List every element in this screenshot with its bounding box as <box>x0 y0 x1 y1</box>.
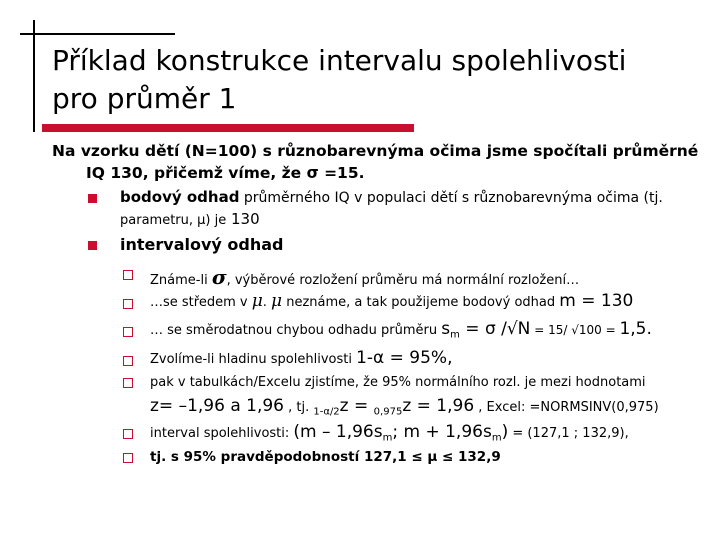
square-bullet-icon <box>88 241 97 250</box>
bullet-bold-label: bodový odhad <box>120 188 240 206</box>
page-title-continued: pro průměr 1 <box>52 82 237 115</box>
sub-item-standard-error <box>150 319 652 341</box>
sub-text: Zvolíme-li hladinu spolehlivosti <box>150 352 357 367</box>
formula-subscript: m <box>491 432 502 444</box>
interval-close: ) <box>501 422 509 442</box>
confidence-level-value: 1-α = 95%, <box>356 348 453 368</box>
sub-text: , tj. <box>284 400 314 415</box>
mu-symbol: μ <box>271 291 283 311</box>
bullet-value: 130 <box>226 210 260 228</box>
title-underline <box>42 124 414 132</box>
hollow-square-bullet-icon <box>123 378 133 388</box>
hollow-square-bullet-icon <box>123 299 133 309</box>
hollow-square-bullet-icon <box>123 270 133 280</box>
formula-subscript: m <box>450 329 460 341</box>
interval-upper: ; m + 1,96s <box>392 422 492 442</box>
sub-text: . <box>262 295 272 310</box>
interval-result: = (127,1 ; 132,9), <box>508 426 629 441</box>
formula-s: s <box>441 319 451 339</box>
excel-formula: , Excel: =NORMSINV(0,975) <box>474 400 659 415</box>
hollow-square-bullet-icon <box>123 429 133 439</box>
formula-se: = σ /√N <box>459 319 531 339</box>
sub-item-z-values-cont <box>150 396 659 418</box>
bullet-interval-estimate: intervalový odhad <box>120 235 284 254</box>
sub-item-confidence-level <box>150 348 453 368</box>
mu-symbol: μ <box>251 291 263 311</box>
intro-text-line-2: IQ 130, přičemž víme, že σ =15. <box>86 164 365 182</box>
page-title: Příklad konstrukce intervalu spolehlivosti <box>52 44 627 77</box>
bullet-text-cont: parametru, μ) je <box>120 213 227 228</box>
z-value: z = 1,96 <box>402 396 475 416</box>
intro-text-line-1: Na vzorku dětí (N=100) s různobarevnýma očima jsme spočítali průměrné <box>52 142 699 160</box>
sub-item-center <box>150 291 633 311</box>
z-subscript-quantile: 0,975 <box>373 406 403 418</box>
bullet-point-estimate-cont <box>120 209 260 228</box>
sigma-symbol: σ <box>211 265 227 289</box>
bullet-point-estimate <box>120 188 663 206</box>
standard-error-value: 1,5. <box>619 319 652 339</box>
sub-text: …se středem v <box>150 295 252 310</box>
sub-text: interval spolehlivosti: <box>150 426 294 441</box>
frame-horizontal-line <box>20 33 175 35</box>
interval-lower: (m – 1,96s <box>293 422 383 442</box>
sub-text: neznáme, a tak použijeme bodový odhad <box>282 295 560 310</box>
sub-text: … se směrodatnou chybou odhadu průměru <box>150 323 442 338</box>
point-estimate-value: m = 130 <box>559 291 634 311</box>
equals-sign: = <box>348 396 374 416</box>
hollow-square-bullet-icon <box>123 356 133 366</box>
z-subscript-left: 1-α/2 <box>313 406 340 418</box>
sub-text: , výběrové rozložení průměru má normální rozložení… <box>226 273 580 288</box>
hollow-square-bullet-icon <box>123 327 133 337</box>
sub-item-z-values: pak v tabulkách/Excelu zjistíme, že 95% normálního rozl. je mezi hodnotami <box>150 375 646 390</box>
bullet-text: průměrného IQ v populaci dětí s různobarevnýma očima (tj. <box>239 190 663 206</box>
formula-computation: = 15/ √100 = <box>530 323 620 337</box>
sub-item-conclusion: tj. s 95% pravděpodobností 127,1 ≤ μ ≤ 132,9 <box>150 449 501 465</box>
sub-item-known-sigma <box>150 265 579 289</box>
sub-item-interval <box>150 422 629 444</box>
frame-vertical-line <box>33 20 35 132</box>
z-range: z= –1,96 a 1,96 <box>150 396 284 416</box>
hollow-square-bullet-icon <box>123 453 133 463</box>
z-symbol: z <box>339 396 349 416</box>
formula-subscript: m <box>382 432 393 444</box>
sub-text: Známe-li <box>150 273 212 288</box>
square-bullet-icon <box>88 194 97 203</box>
